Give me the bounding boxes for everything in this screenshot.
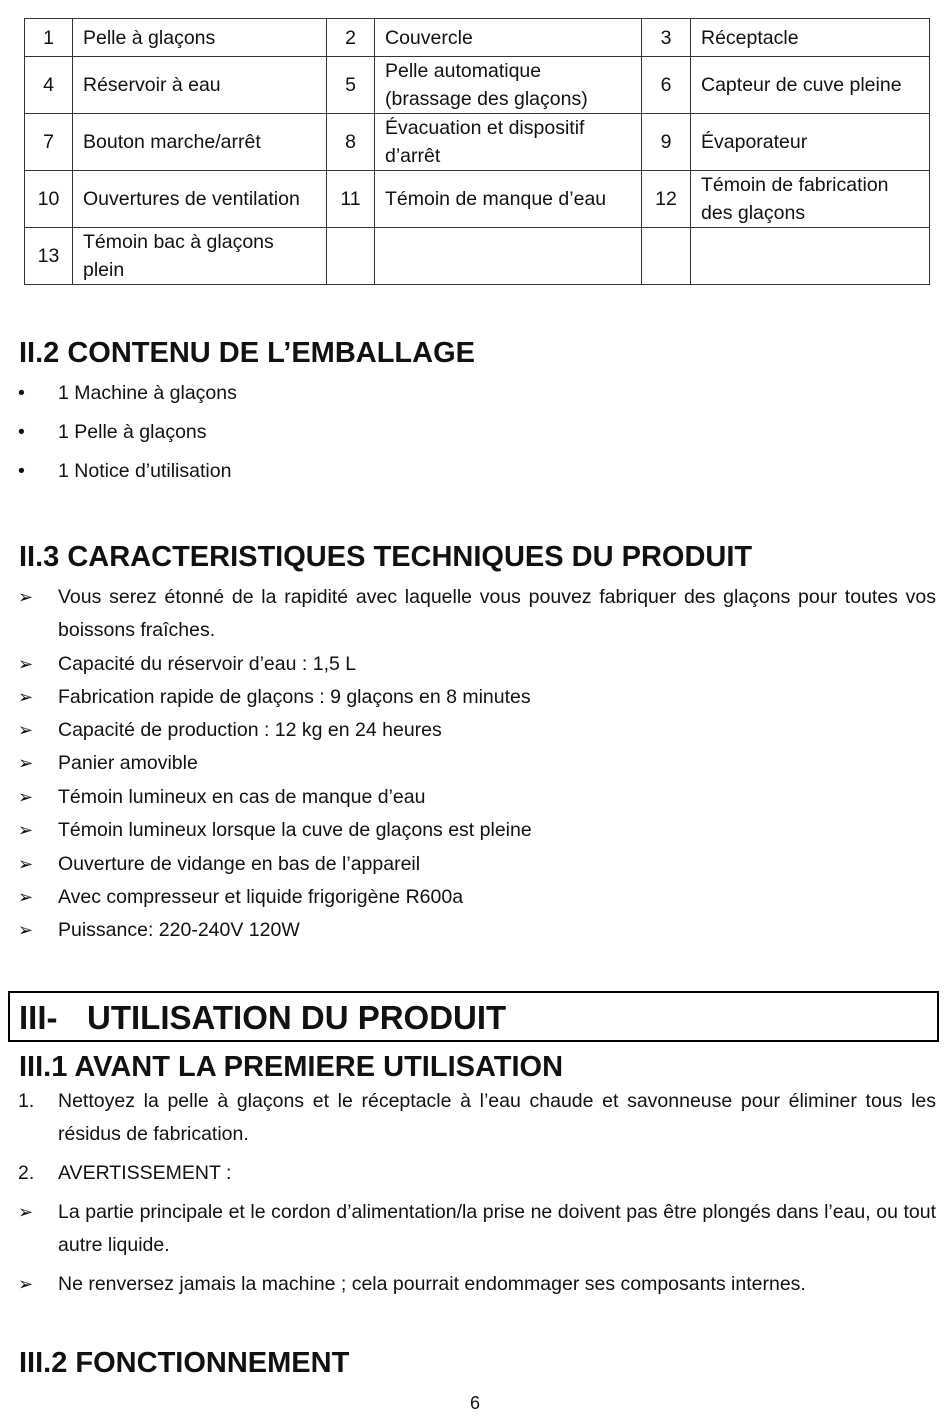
list-item-text: 1 Pelle à glaçons <box>58 421 207 443</box>
chapter-title: UTILISATION DU PRODUIT <box>87 999 507 1036</box>
list-item-text: 1 Notice d’utilisation <box>58 460 232 482</box>
arrow-bullet-icon: ➢ <box>18 787 34 807</box>
arrow-bullet-icon: ➢ <box>18 1274 34 1294</box>
list-item-text: Témoin lumineux en cas de manque d’eau <box>58 786 426 808</box>
part-label: Ouvertures de ventilation <box>73 171 327 228</box>
part-label <box>691 228 930 285</box>
part-number: 1 <box>25 19 73 57</box>
list-item-text: Ouverture de vidange en bas de l’appareil <box>58 853 421 875</box>
section-heading-caracteristiques: II.3 CARACTERISTIQUES TECHNIQUES DU PRODUIT <box>19 541 753 573</box>
part-number: 6 <box>642 57 691 114</box>
list-item-text: Vous serez étonné de la rapidité avec laquelle vous pouvez fabriquer des glaçons pour toutes vos boissons fraîches. <box>58 586 936 641</box>
section-heading-fonctionnement: III.2 FONCTIONNEMENT <box>19 1347 350 1379</box>
part-number: 5 <box>327 57 375 114</box>
arrow-bullet-icon: ➢ <box>18 654 34 674</box>
list-item-text: Fabrication rapide de glaçons : 9 glaçons en 8 minutes <box>58 686 531 708</box>
part-label: Bouton marche/arrêt <box>73 114 327 171</box>
arrow-bullet-icon: ➢ <box>18 720 34 740</box>
list-item-text: Capacité du réservoir d’eau : 1,5 L <box>58 653 357 675</box>
part-number: 12 <box>642 171 691 228</box>
part-number: 13 <box>25 228 73 285</box>
part-label <box>375 228 642 285</box>
part-label: Témoin bac à glaçons plein <box>73 228 327 285</box>
list-item-text: La partie principale et le cordon d’alimentation/la prise ne doivent pas être plongés dans l’eau, ou tout autre liquide. <box>58 1201 936 1256</box>
table-row <box>25 114 930 171</box>
part-number <box>327 228 375 285</box>
part-label: Évaporateur <box>691 114 930 171</box>
arrow-bullet-icon: ➢ <box>18 887 34 907</box>
arrow-bullet-icon: ➢ <box>18 587 34 607</box>
part-number <box>642 228 691 285</box>
page-number: 6 <box>469 1393 480 1413</box>
part-label: Pelle à glaçons <box>73 19 327 57</box>
part-label: Capteur de cuve pleine <box>691 57 930 114</box>
part-number: 7 <box>25 114 73 171</box>
arrow-bullet-icon: ➢ <box>18 687 34 707</box>
arrow-bullet-icon: ➢ <box>18 1202 34 1222</box>
part-number: 11 <box>327 171 375 228</box>
part-number: 3 <box>642 19 691 57</box>
list-item-text: Puissance: 220-240V 120W <box>58 919 300 941</box>
arrow-bullet-icon: ➢ <box>18 820 34 840</box>
list-item-text: Ne renversez jamais la machine ; cela pourrait endommager ses composants internes. <box>58 1273 806 1295</box>
table-row <box>25 19 930 57</box>
parts-table <box>24 18 930 285</box>
section-heading-avant-utilisation: III.1 AVANT LA PREMIERE UTILISATION <box>19 1051 564 1083</box>
part-label: Pelle automatique (brassage des glaçons) <box>375 57 642 114</box>
part-number: 9 <box>642 114 691 171</box>
part-number: 8 <box>327 114 375 171</box>
list-item-text: Témoin lumineux lorsque la cuve de glaçons est pleine <box>58 819 532 841</box>
table-row <box>25 171 930 228</box>
part-label: Réservoir à eau <box>73 57 327 114</box>
arrow-bullet-icon: ➢ <box>18 854 34 874</box>
bullet-icon: • <box>18 460 25 482</box>
step-number: 1. <box>18 1090 35 1112</box>
chapter-number: III- <box>19 999 58 1036</box>
list-item-text: Panier amovible <box>58 752 198 774</box>
part-label: Témoin de fabrication des glaçons <box>691 171 930 228</box>
list-item-text: Avec compresseur et liquide frigorigène R600a <box>58 886 464 908</box>
list-item-text: 1 Machine à glaçons <box>58 382 237 404</box>
bullet-icon: • <box>18 382 25 404</box>
step-number: 2. <box>18 1162 35 1184</box>
part-label: Évacuation et dispositif d’arrêt <box>375 114 642 171</box>
list-item-text: Capacité de production : 12 kg en 24 heures <box>58 719 442 741</box>
part-label: Témoin de manque d’eau <box>375 171 642 228</box>
part-label: Couvercle <box>375 19 642 57</box>
part-number: 10 <box>25 171 73 228</box>
part-number: 2 <box>327 19 375 57</box>
bullet-icon: • <box>18 421 25 443</box>
chapter-heading-box <box>8 991 939 1042</box>
part-number: 4 <box>25 57 73 114</box>
table-row <box>25 57 930 114</box>
part-label: Réceptacle <box>691 19 930 57</box>
section-heading-contenu: II.2 CONTENU DE L’EMBALLAGE <box>19 337 475 369</box>
list-item-text: AVERTISSEMENT : <box>58 1162 232 1184</box>
table-row <box>25 228 930 285</box>
arrow-bullet-icon: ➢ <box>18 753 34 773</box>
arrow-bullet-icon: ➢ <box>18 920 34 940</box>
list-item-text: Nettoyez la pelle à glaçons et le réceptacle à l’eau chaude et savonneuse pour éliminer tous les résidus de fabrication. <box>58 1090 936 1145</box>
